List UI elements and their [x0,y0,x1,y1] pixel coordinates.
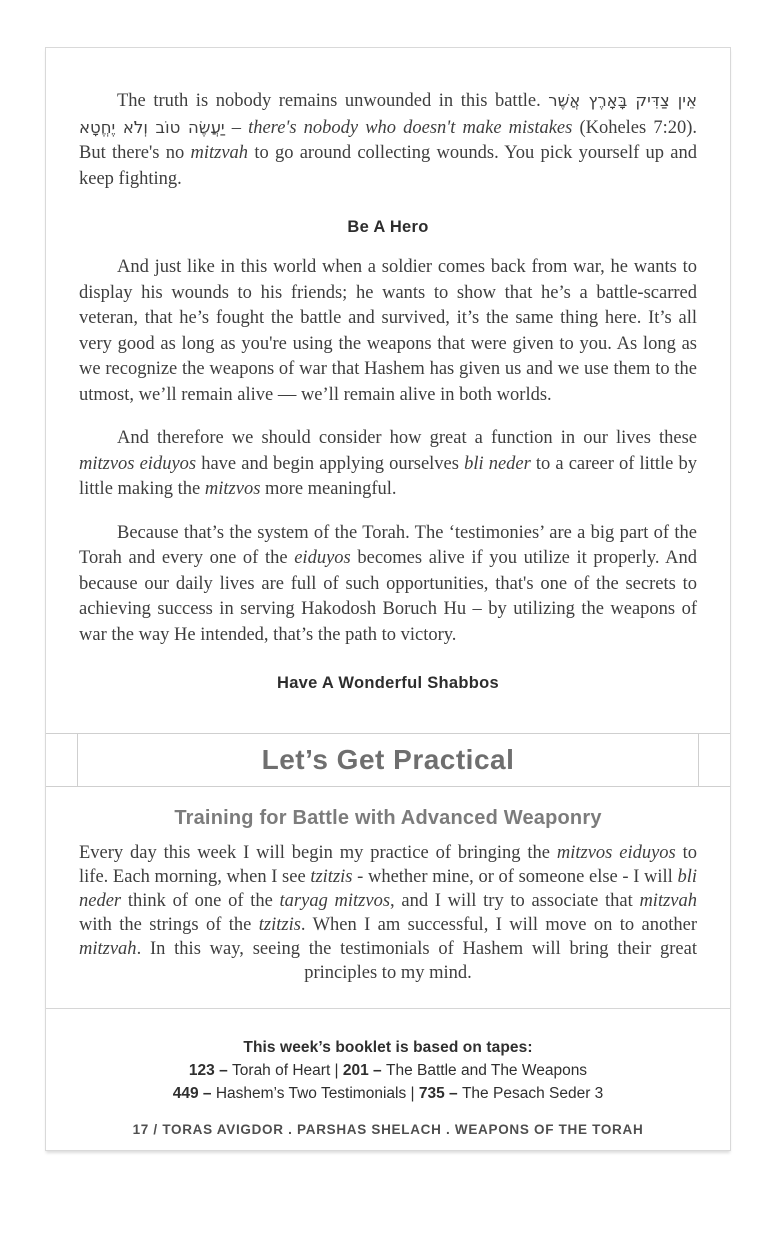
paragraph-therefore: And therefore we should consider how great a function in our lives these mitzvos eiduyos have and begin applying ourselves bli neder to a career of little by little making the mitzvos more meaningful. [79,428,697,499]
tapes-intro: This week’s booklet is based on tapes: [243,1039,533,1056]
practical-paragraph: Every day this week I will begin my practice of bringing the mitzvos eiduyos to life. Each morning, when I see tzitzis - whether mine, or of someone else - I will bli neder think of one of the taryag mitzvos, and I will try to associate that mitzvah with the strings of the tzitzis. When I am successful, I will move on to another mitzvah. In this way, seeing the testimonials of Hashem will bring their great principles to my mind. [79,843,698,983]
practical-section-band [46,733,730,787]
shabbos-heading: Have A Wonderful Shabbos [276,674,500,692]
band-left-divider [46,734,78,786]
tapes-section [79,1036,697,1105]
paragraph-truth: The truth is nobody remains unwounded in this battle. אֵין צַדִּיק בָּאָרֶץ אֲשֶׁר יַעֲשֶׂה טוֹב וְלֹא יֶחֱטָא – there's nobody who doesn't make mistakes (Koheles 7:20). But there's no mitzvah to go around collecting wounds. You pick yourself up and keep fighting. [79,91,697,189]
hero-heading: Be A Hero [347,218,429,236]
practical-band-title: Let’s Get Practical [261,744,515,775]
band-right-divider [698,734,730,786]
tapes-divider [46,1008,730,1009]
paragraph-system: Because that’s the system of the Torah. The ‘testimonies’ are a big part of the Torah and every one of the eiduyos becomes alive if you utilize it properly. And because our daily lives are full of such opportunities, that's one of the secrets to achieving success in serving Hakodosh Boruch Hu – by utilizing the weapons of war the way He intended, that’s the path to victory. [79,522,697,645]
page-footer: 17 / TORAS AVIGDOR . PARSHAS SHELACH . WEAPONS OF THE TORAH [132,1122,644,1137]
tapes-line-1: 123 – Torah of Heart | 201 – The Battle and The Weapons [188,1062,588,1079]
training-heading: Training for Battle with Advanced Weaponry [174,807,602,829]
paragraph-soldier: And just like in this world when a soldier comes back from war, he wants to display his wounds to his friends; he wants to show that he’s a battle-scarred veteran, that he’s fought the battle and survived, it’s the same thing here. It’s all very good as long as you're using the weapons that were given to you. As long as we recognize the weapons of war that Hashem has given us and we use them to the utmost, we’ll remain alive — we’ll remain alive in both worlds. [79,257,697,405]
booklet-page [45,47,731,1151]
tapes-line-2: 449 – Hashem’s Two Testimonials | 735 – The Pesach Seder 3 [172,1085,604,1102]
